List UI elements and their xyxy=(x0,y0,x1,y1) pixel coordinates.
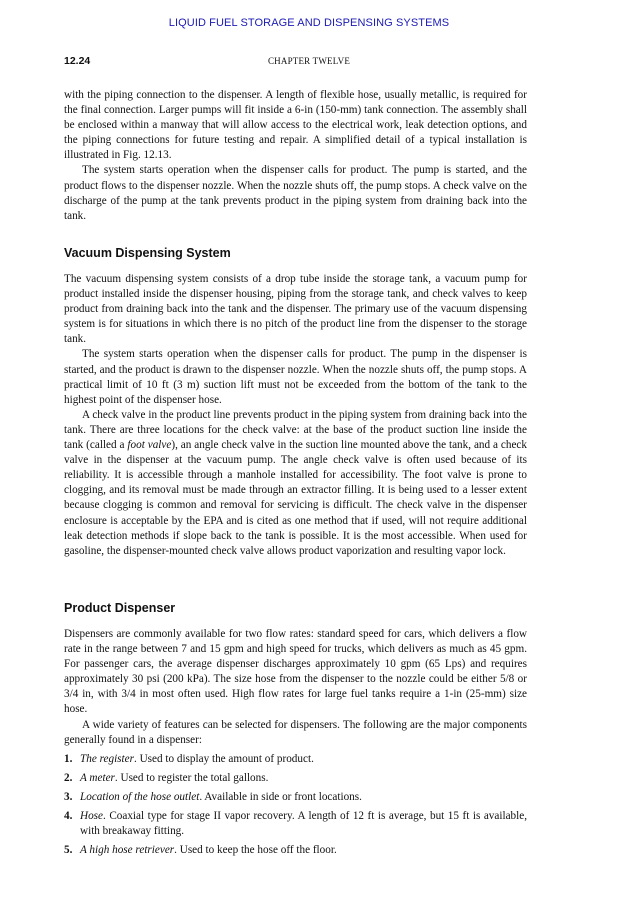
vacuum-paragraph-3 xyxy=(64,408,527,559)
section-heading-vacuum: Vacuum Dispensing System xyxy=(64,246,231,260)
foot-valve-term: foot valve xyxy=(127,439,172,452)
dispenser-components-list xyxy=(64,752,527,863)
list-item: 5. A high hose retriever. Used to keep the hose off the floor. xyxy=(64,844,337,857)
intro-paragraph-2: The system starts operation when the dispenser calls for product. The pump is started, and the product flows to the dispenser nozzle. When the nozzle shuts off, the pump stops. A check valve on the discharge of the pump at the tank prevents product in the piping system from draining back into the tank. xyxy=(64,164,527,222)
page-number: 12.24 xyxy=(64,55,91,67)
chapter-title: CHAPTER TWELVE xyxy=(267,56,351,66)
intro-paragraph-1: with the piping connection to the dispenser. A length of flexible hose, usually metallic, is required for the final connection. Larger pumps will fit inside a 6-in (150-mm) tank connection. The assembly shall be enclosed within a manway that will allow access to the electrical work, leak detection options, and the piping connections for future testing and repair. A simplified detail of a typical installation is illustrated in Fig. 12.13. xyxy=(64,89,527,162)
list-item: 1. The register. Used to display the amount of product. xyxy=(64,753,314,765)
list-item: 3. Location of the hose outlet. Available in side or front locations. xyxy=(64,791,362,804)
dispenser-paragraph-2: A wide variety of features can be selected for dispensers. The following are the major components generally found in a dispenser: xyxy=(64,718,527,746)
dispenser-paragraph-1: Dispensers are commonly available for two flow rates: standard speed for cars, which delivers a flow rate in the range between 7 and 15 gpm and high speed for trucks, which delivers as much as 45 gpm. For passenger cars, the average dispenser discharges approximately 10 gpm (65 Lps) and requires approximately 30 psi (200 kPa). The size hose from the dispenser to the nozzle could be either 5/8 or 3/4 in, with 3/4 in most often used. High flow rates for large fuel tanks require a 1-in (25-mm) size hose. xyxy=(64,628,527,716)
intro-section xyxy=(64,88,527,224)
vacuum-section xyxy=(64,272,527,559)
dispenser-section xyxy=(64,627,527,748)
running-head: LIQUID FUEL STORAGE AND DISPENSING SYSTEMS xyxy=(168,17,450,29)
list-item: 4. Hose. Coaxial type for stage II vapor recovery. A length of 12 ft is average, but 15 ft is available, with breakaway fitting. xyxy=(64,810,527,838)
vacuum-p3-end: ), an angle check valve in the suction line mounted above the tank, and a check valve in the dispenser at the vacuum pump. The angle check valve is often used because of its reliability. It is accessible through a manhole installed for accessibility. The foot valve is prone to clogging, and its removal must be made through an extractor filling. It is being used to a lesser extent because clogging is common and removal for servicing is difficult. The check valve in the dispenser enclosure is acceptable by the EPA and is cited as one method that if used, will not require additional leak detection methods if slope back to the tank is possible. It is the most accessible. When used for gasoline, the dispenser-mounted check valve allows product vaporization and resulting vapor lock. xyxy=(64,439,527,557)
list-item: 2. A meter. Used to register the total gallons. xyxy=(64,772,269,785)
section-heading-dispenser: Product Dispenser xyxy=(64,601,176,615)
vacuum-p3-start: A check valve in the product line prevents product in the piping system from draining back into the tank. There are three locations for the check valve: at the base of the product suction line inside the tank (called a xyxy=(64,408,527,452)
vacuum-paragraph-2: The system starts operation when the dispenser calls for product. The pump in the dispenser is started, and the product is drawn to the dispenser nozzle. When the nozzle shuts off, the pump stops. A practical limit of 10 ft (3 m) suction lift must not be exceeded from the bottom of the tank to the highest point of the dispenser hose. xyxy=(64,348,527,406)
vacuum-paragraph-1: The vacuum dispensing system consists of a drop tube inside the storage tank, a vacuum pump for product installed inside the dispenser housing, piping from the storage tank, and check valves to keep product from draining back into the tank and the dispenser. The primary use of the vacuum dispensing system is for situations in which there is no pitch of the product line from the dispenser to the storage tank. xyxy=(64,273,527,346)
